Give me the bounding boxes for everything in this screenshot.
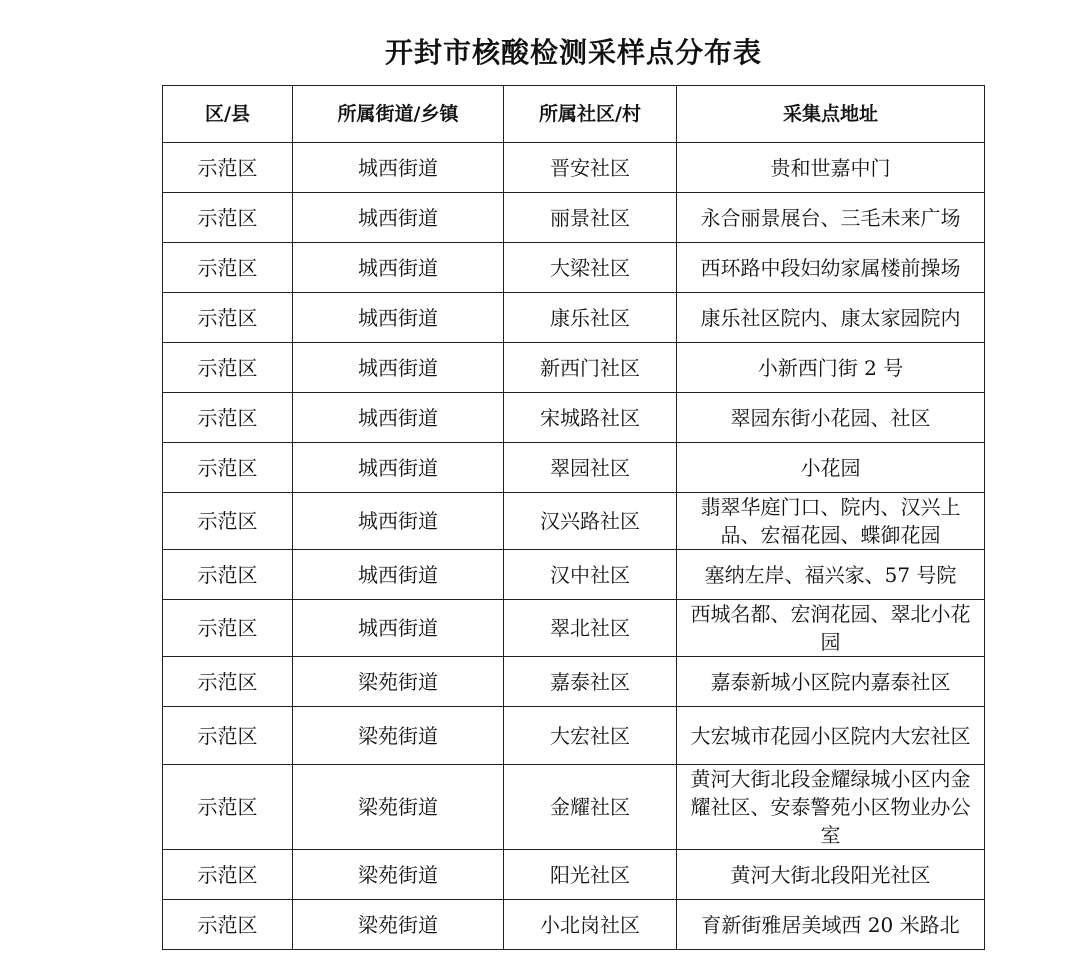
table-row — [163, 343, 985, 393]
table-row — [163, 850, 985, 900]
sampling-site-table — [162, 85, 985, 950]
cell-community: 汉中社区 — [504, 550, 677, 600]
table-row — [163, 600, 985, 657]
cell-district: 示范区 — [163, 900, 293, 950]
header-street: 所属街道/乡镇 — [293, 86, 504, 143]
cell-community: 汉兴路社区 — [504, 493, 677, 550]
cell-address: 黄河大街北段阳光社区 — [677, 850, 985, 900]
cell-community: 新西门社区 — [504, 343, 677, 393]
cell-street: 城西街道 — [293, 193, 504, 243]
table-row — [163, 657, 985, 707]
cell-community: 康乐社区 — [504, 293, 677, 343]
cell-address: 嘉泰新城小区院内嘉泰社区 — [677, 657, 985, 707]
cell-district: 示范区 — [163, 243, 293, 293]
cell-district: 示范区 — [163, 393, 293, 443]
table-row — [163, 193, 985, 243]
cell-street: 城西街道 — [293, 493, 504, 550]
cell-street: 城西街道 — [293, 293, 504, 343]
cell-street: 梁苑街道 — [293, 707, 504, 765]
table-row — [163, 443, 985, 493]
cell-street: 城西街道 — [293, 143, 504, 193]
cell-street: 梁苑街道 — [293, 657, 504, 707]
cell-community: 大梁社区 — [504, 243, 677, 293]
cell-district: 示范区 — [163, 850, 293, 900]
cell-address: 西环路中段妇幼家属楼前操场 — [677, 243, 985, 293]
cell-address: 永合丽景展台、三毛未来广场 — [677, 193, 985, 243]
table-row — [163, 765, 985, 850]
cell-street: 城西街道 — [293, 443, 504, 493]
cell-district: 示范区 — [163, 193, 293, 243]
cell-address: 西城名都、宏润花园、翠北小花园 — [677, 600, 985, 657]
cell-address: 大宏城市花园小区院内大宏社区 — [677, 707, 985, 765]
cell-address: 康乐社区院内、康太家园院内 — [677, 293, 985, 343]
cell-street: 梁苑街道 — [293, 900, 504, 950]
cell-district: 示范区 — [163, 600, 293, 657]
table-row — [163, 293, 985, 343]
table-row — [163, 493, 985, 550]
cell-address: 育新街雅居美域西 20 米路北 — [677, 900, 985, 950]
cell-community: 嘉泰社区 — [504, 657, 677, 707]
cell-community: 翠园社区 — [504, 443, 677, 493]
table-row — [163, 143, 985, 193]
cell-district: 示范区 — [163, 343, 293, 393]
cell-street: 梁苑街道 — [293, 765, 504, 850]
cell-address: 小花园 — [677, 443, 985, 493]
cell-street: 城西街道 — [293, 243, 504, 293]
cell-street: 城西街道 — [293, 343, 504, 393]
page-title: 开封市核酸检测采样点分布表 — [384, 36, 762, 69]
cell-district: 示范区 — [163, 443, 293, 493]
cell-address: 翡翠华庭门口、院内、汉兴上品、宏福花园、蝶御花园 — [677, 493, 985, 550]
cell-address: 小新西门街 2 号 — [677, 343, 985, 393]
cell-address: 翠园东街小花园、社区 — [677, 393, 985, 443]
cell-district: 示范区 — [163, 707, 293, 765]
cell-district: 示范区 — [163, 765, 293, 850]
cell-street: 城西街道 — [293, 600, 504, 657]
table-header-row — [163, 86, 985, 143]
cell-district: 示范区 — [163, 493, 293, 550]
cell-community: 晋安社区 — [504, 143, 677, 193]
cell-street: 城西街道 — [293, 393, 504, 443]
cell-community: 宋城路社区 — [504, 393, 677, 443]
cell-address: 贵和世嘉中门 — [677, 143, 985, 193]
cell-street: 城西街道 — [293, 550, 504, 600]
cell-district: 示范区 — [163, 143, 293, 193]
cell-community: 阳光社区 — [504, 850, 677, 900]
cell-district: 示范区 — [163, 657, 293, 707]
cell-community: 小北岗社区 — [504, 900, 677, 950]
header-community: 所属社区/村 — [504, 86, 677, 143]
table-row — [163, 900, 985, 950]
cell-community: 金耀社区 — [504, 765, 677, 850]
cell-street: 梁苑街道 — [293, 850, 504, 900]
cell-community: 翠北社区 — [504, 600, 677, 657]
header-address: 采集点地址 — [677, 86, 985, 143]
table-row — [163, 707, 985, 765]
table-row — [163, 393, 985, 443]
table-row — [163, 243, 985, 293]
cell-district: 示范区 — [163, 550, 293, 600]
cell-district: 示范区 — [163, 293, 293, 343]
table-row — [163, 550, 985, 600]
cell-address: 黄河大街北段金耀绿城小区内金耀社区、安泰警苑小区物业办公室 — [677, 765, 985, 850]
cell-address: 塞纳左岸、福兴家、57 号院 — [677, 550, 985, 600]
header-district: 区/县 — [163, 86, 293, 143]
cell-community: 丽景社区 — [504, 193, 677, 243]
cell-community: 大宏社区 — [504, 707, 677, 765]
